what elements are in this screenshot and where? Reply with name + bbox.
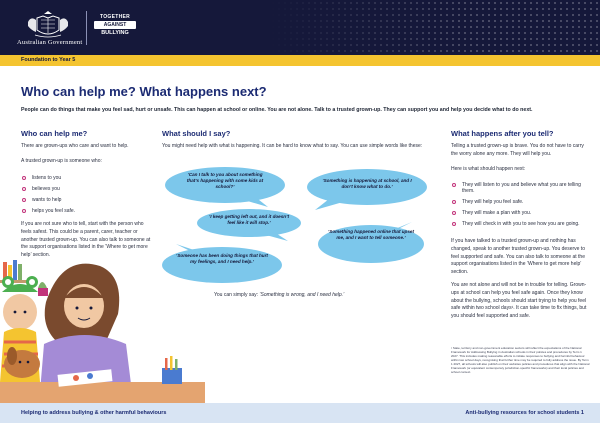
col1-heading: Who can help me? [21, 129, 88, 138]
col3-heading: What happens after you tell? [451, 129, 554, 138]
header-divider [86, 11, 87, 45]
col1-paragraph-2: A trusted grown-up is someone who: [21, 158, 102, 164]
page-title: Who can help me? What happens next? [21, 84, 267, 99]
col2-paragraph-1: You might need help with what is happening. It can be hard to know what to say. You can use simple words like these: [162, 143, 423, 149]
government-name: Australian Government [17, 39, 83, 46]
logo-line-3: BULLYING [101, 30, 129, 36]
together-against-bullying-logo [94, 14, 136, 42]
speech-bubble-text-4: ‘Something happened online that upset me, and I want to tell someone.’ [328, 229, 415, 240]
year-level-banner [0, 55, 600, 66]
speech-bubble-text-5: ‘Someone has been doing things that hurt my feelings, and I need help.’ [176, 253, 268, 264]
list-item: wants to help [21, 197, 151, 203]
simple-phrase-prefix: You can simply say: [214, 292, 260, 298]
col3-paragraph-1: Telling a trusted grown-up is brave. You do not have to carry the worry alone any more. They will help you. [451, 143, 584, 157]
page-footer [0, 403, 600, 423]
footnote: ¹ State, territory and non-government education sectors will reflect the expectations of the National Framework for Addressing Bullying in Australian schools in their policies and procedures by Term 1 2027. This includes making reasonable efforts to initiate responses to bullying and harmful behaviour within two school days, recognising that further time may be required to fully address the issue. By Term 1 2027, all schools will also publish on their websites policies and procedures that align with the National Framework (or equivalent contemporary jurisdiction-specific frameworks) and their local policies and school context. [451, 346, 590, 375]
logo-line-2: AGAINST [94, 21, 136, 29]
logo-line-1: TOGETHER [99, 14, 131, 20]
speech-bubble-text-2: ‘Something is happening at school, and I don’t know what to do.’ [322, 178, 412, 189]
year-level-label: Foundation to Year 5 [21, 57, 76, 63]
page-header [0, 0, 600, 55]
simple-phrase [214, 292, 344, 298]
speech-bubble-text-3: ‘I keep getting left out, and it doesn’t feel like it will stop.’ [209, 214, 289, 225]
col3-next-steps-list [451, 182, 589, 232]
col3-paragraph-2: Here is what should happen next: [451, 166, 526, 172]
col1-paragraph-1: There are grown-ups who care and want to help. [21, 143, 129, 149]
col1-paragraph-3: If you are not sure who to tell, start with the person who feels safest. This could be a parent, carer, teacher or another trusted grown-up. You can also talk to someone at the support organisations listed in the ‘Where to get more help’ section. [21, 221, 151, 258]
list-item: They will make a plan with you. [451, 210, 589, 216]
footer-page-label: Anti-bullying resources for school students 1 [465, 410, 584, 416]
speech-bubble-icon [160, 244, 284, 288]
col1-trusted-list [21, 175, 151, 219]
list-item: They will listen to you and believe what you are telling them. [451, 182, 589, 194]
col3-paragraph-4: You are not alone and will not be in trouble for telling. Grown-ups at school can help you feel safe again. Once they know about the bullying, schools should start trying to help you feel safe within two school days¹. It can take time to fix things, but you should feel supported and safe. [451, 282, 587, 319]
list-item: They will check in with you to see how you are going. [451, 221, 589, 227]
list-item: They will help you feel safe. [451, 199, 589, 205]
speech-bubble-text-1: ‘Can I talk to you about something that’s happening with some kids at school?’ [186, 172, 264, 189]
simple-phrase-quote: ‘Something is wrong, and I need help.’ [259, 292, 345, 298]
footer-tagline: Helping to address bullying & other harmful behaviours [21, 410, 167, 416]
col3-paragraph-3: If you have talked to a trusted grown-up and nothing has changed, speak to another trusted grown-up. You deserve to feel supported and safe. You can also talk to someone at the support organisations listed in the ‘Where to get more help’ section. [451, 238, 585, 275]
list-item: believes you [21, 186, 151, 192]
intro-text: People can do things that make you feel sad, hurt or unsafe. This can happen at school or online. You are not alone. Talk to a trusted grown-up. They can support you and help you decide what to do next. [21, 107, 533, 113]
col2-heading: What should I say? [162, 129, 231, 138]
dotted-pattern [270, 0, 600, 55]
list-item: helps you feel safe. [21, 208, 151, 214]
list-item: listens to you [21, 175, 151, 181]
speech-bubble-icon [305, 168, 429, 212]
